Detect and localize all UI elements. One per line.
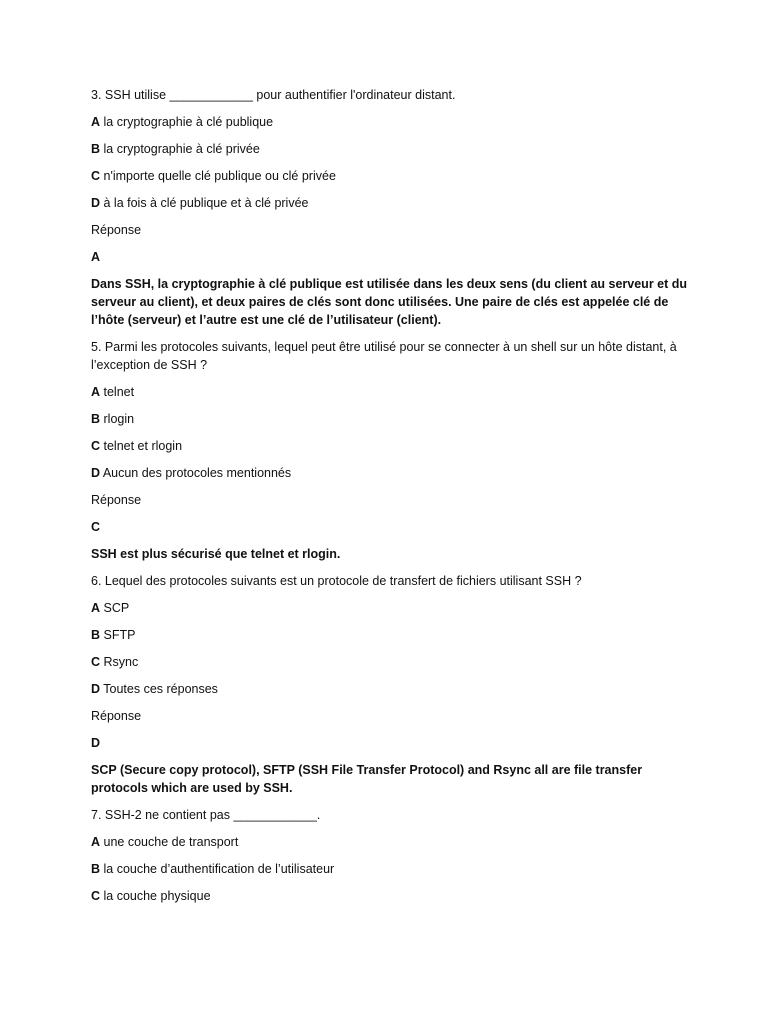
- question-3-option-a: [91, 113, 691, 131]
- question-7-text: 7. SSH-2 ne contient pas ____________.: [91, 808, 321, 822]
- option-letter: B: [91, 412, 101, 426]
- option-text: à la fois à clé publique et à clé privée: [100, 196, 309, 210]
- option-letter: A: [91, 601, 101, 615]
- option-text: la couche physique: [100, 889, 211, 903]
- question-6-explanation: SCP (Secure copy protocol), SFTP (SSH File Transfer Protocol) and Rsync all are file transfer protocols which are used by SSH.: [91, 763, 643, 795]
- question-6-option-b: [91, 626, 691, 644]
- option-text: Toutes ces réponses: [100, 682, 218, 696]
- question-7-option-c: [91, 887, 691, 905]
- question-5-explanation: SSH est plus sécurisé que telnet et rlogin.: [91, 547, 341, 561]
- option-text: telnet: [100, 385, 135, 399]
- option-letter: B: [91, 862, 101, 876]
- question-6-option-d: [91, 680, 691, 698]
- option-letter: A: [91, 115, 101, 129]
- question-5-option-d: [91, 464, 691, 482]
- option-text: Aucun des protocoles mentionnés: [100, 466, 292, 480]
- option-text: rlogin: [100, 412, 135, 426]
- question-3-answer-label: Réponse: [91, 223, 142, 237]
- question-3-option-d: [91, 194, 691, 212]
- question-7-option-a: [91, 833, 691, 851]
- question-3-option-b: [91, 140, 691, 158]
- option-text: Rsync: [100, 655, 139, 669]
- question-6-option-c: [91, 653, 691, 671]
- option-letter: D: [91, 466, 101, 480]
- option-text: la cryptographie à clé publique: [100, 115, 274, 129]
- option-text: n'importe quelle clé publique ou clé privée: [100, 169, 336, 183]
- question-5-answer-label: Réponse: [91, 493, 142, 507]
- question-3-text: 3. SSH utilise ____________ pour authentifier l'ordinateur distant.: [91, 88, 456, 102]
- question-5-option-b: [91, 410, 691, 428]
- question-3-option-c: [91, 167, 691, 185]
- option-letter: A: [91, 385, 101, 399]
- option-text: SCP: [100, 601, 130, 615]
- question-5-answer: C: [91, 520, 101, 534]
- option-letter: C: [91, 655, 101, 669]
- option-letter: C: [91, 169, 101, 183]
- question-6-answer: D: [91, 736, 101, 750]
- question-3-explanation: Dans SSH, la cryptographie à clé publique est utilisée dans les deux sens (du client au serveur et du serveur au client), et deux paires de clés sont donc utilisées. Une paire de clés est appelée clé de l’hôte (serveur) et l’autre est une clé de l’utilisateur (client).: [91, 277, 688, 327]
- option-letter: B: [91, 142, 101, 156]
- option-text: la cryptographie à clé privée: [100, 142, 260, 156]
- option-letter: C: [91, 439, 101, 453]
- question-5-option-c: [91, 437, 691, 455]
- question-5-text: 5. Parmi les protocoles suivants, lequel peut être utilisé pour se connecter à un shell sur un hôte distant, à l’exception de SSH ?: [91, 340, 677, 372]
- question-3-answer: A: [91, 250, 101, 264]
- option-letter: B: [91, 628, 101, 642]
- document-page: [91, 86, 691, 914]
- question-6-text: 6. Lequel des protocoles suivants est un protocole de transfert de fichiers utilisant SSH ?: [91, 574, 582, 588]
- option-letter: C: [91, 889, 101, 903]
- question-5-option-a: [91, 383, 691, 401]
- question-6-answer-label: Réponse: [91, 709, 142, 723]
- option-text: une couche de transport: [100, 835, 239, 849]
- option-letter: D: [91, 196, 101, 210]
- option-text: la couche d’authentification de l’utilisateur: [100, 862, 335, 876]
- option-letter: D: [91, 682, 101, 696]
- option-text: telnet et rlogin: [100, 439, 183, 453]
- question-6-option-a: [91, 599, 691, 617]
- option-text: SFTP: [100, 628, 136, 642]
- question-7-option-b: [91, 860, 691, 878]
- option-letter: A: [91, 835, 101, 849]
